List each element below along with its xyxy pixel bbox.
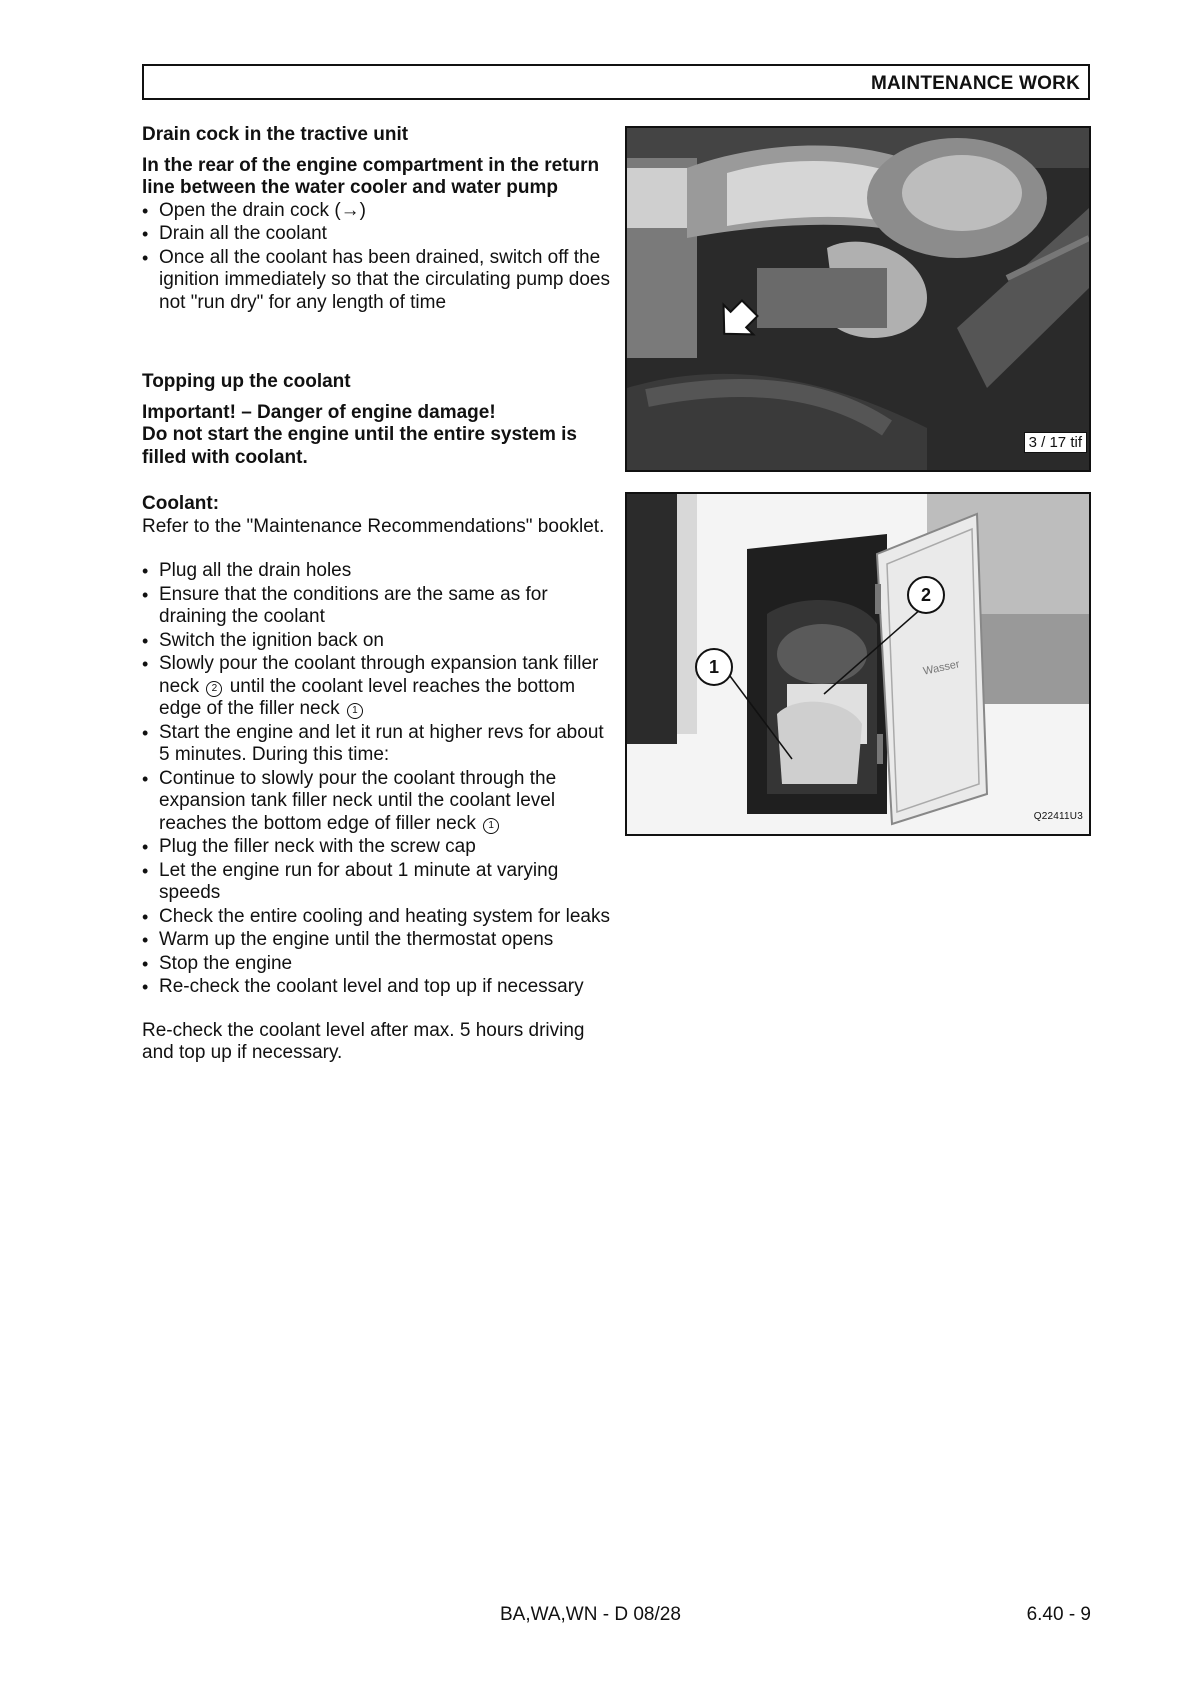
document-id: BA,WA,WN - D 08/28 — [500, 1604, 681, 1625]
main-text-column — [142, 124, 612, 1065]
coolant-label: Coolant: — [142, 493, 220, 514]
engine-compartment-illustration — [627, 128, 1089, 470]
list-item: • Start the engine and let it run at higher revs for about 5 minutes. During this time: — [142, 722, 612, 767]
topping-steps-list — [142, 560, 612, 999]
photo-reference-tag: 3 / 17 tif — [1024, 432, 1087, 453]
list-item: • Warm up the engine until the thermostat opens — [142, 929, 612, 952]
callout-1: 1 — [695, 648, 733, 686]
circled-number-1: 1 — [347, 703, 363, 719]
drain-subheading: In the rear of the engine compartment in the return line between the water cooler and water pump — [142, 154, 600, 198]
list-item: • Drain all the coolant — [142, 223, 612, 246]
section-header — [142, 64, 1090, 100]
list-item: • Plug all the drain holes — [142, 560, 612, 583]
list-item: • Ensure that the conditions are the same as for draining the coolant — [142, 584, 612, 629]
drain-steps-list — [142, 200, 612, 315]
callout-2: 2 — [907, 576, 945, 614]
list-item: • Switch the ignition back on — [142, 630, 612, 653]
final-note: Re-check the coolant level after max. 5 hours driving and top up if necessary. — [142, 1019, 585, 1063]
list-item — [142, 653, 612, 721]
list-item: • Plug the filler neck with the screw cap — [142, 836, 612, 859]
drain-heading: Drain cock in the tractive unit — [142, 124, 409, 145]
circled-number-2: 2 — [206, 681, 222, 697]
circled-number-1: 1 — [483, 818, 499, 834]
warning-line-1: Important! – Danger of engine damage! — [142, 401, 496, 423]
list-item: • Open the drain cock (→) — [142, 200, 612, 223]
step-text: until the coolant level reaches the bottom edge of the filler neck — [159, 675, 576, 719]
warning-line-2: Do not start the engine until the entire system is filled with coolant. — [142, 424, 577, 468]
page-number: 6.40 - 9 — [1026, 1604, 1091, 1625]
step-text: Slowly pour the coolant through expansion tank filler neck — [159, 653, 599, 697]
list-item: • Let the engine run for about 1 minute at varying speeds — [142, 860, 612, 905]
list-item: • Stop the engine — [142, 953, 612, 976]
coolant-reference: Refer to the "Maintenance Recommendations" booklet. — [142, 515, 605, 537]
step-text: Continue to slowly pour the coolant through the expansion tank filler neck until the coolant level reaches the bottom edge of filler neck — [159, 767, 557, 834]
expansion-tank-photo — [625, 492, 1091, 836]
topping-heading: Topping up the coolant — [142, 371, 351, 392]
drain-cock-photo — [625, 126, 1091, 472]
wasser-label: Wasser — [922, 658, 961, 678]
list-item: • Re-check the coolant level and top up if necessary — [142, 976, 612, 999]
photo-code: Q22411U3 — [1033, 811, 1083, 822]
list-item: • Once all the coolant has been drained, switch off the ignition immediately so that the circulating pump does not "run dry" for any length of time — [142, 247, 612, 315]
list-item: • Check the entire cooling and heating system for leaks — [142, 906, 612, 929]
list-item — [142, 768, 612, 836]
section-title: MAINTENANCE WORK — [870, 73, 1080, 94]
